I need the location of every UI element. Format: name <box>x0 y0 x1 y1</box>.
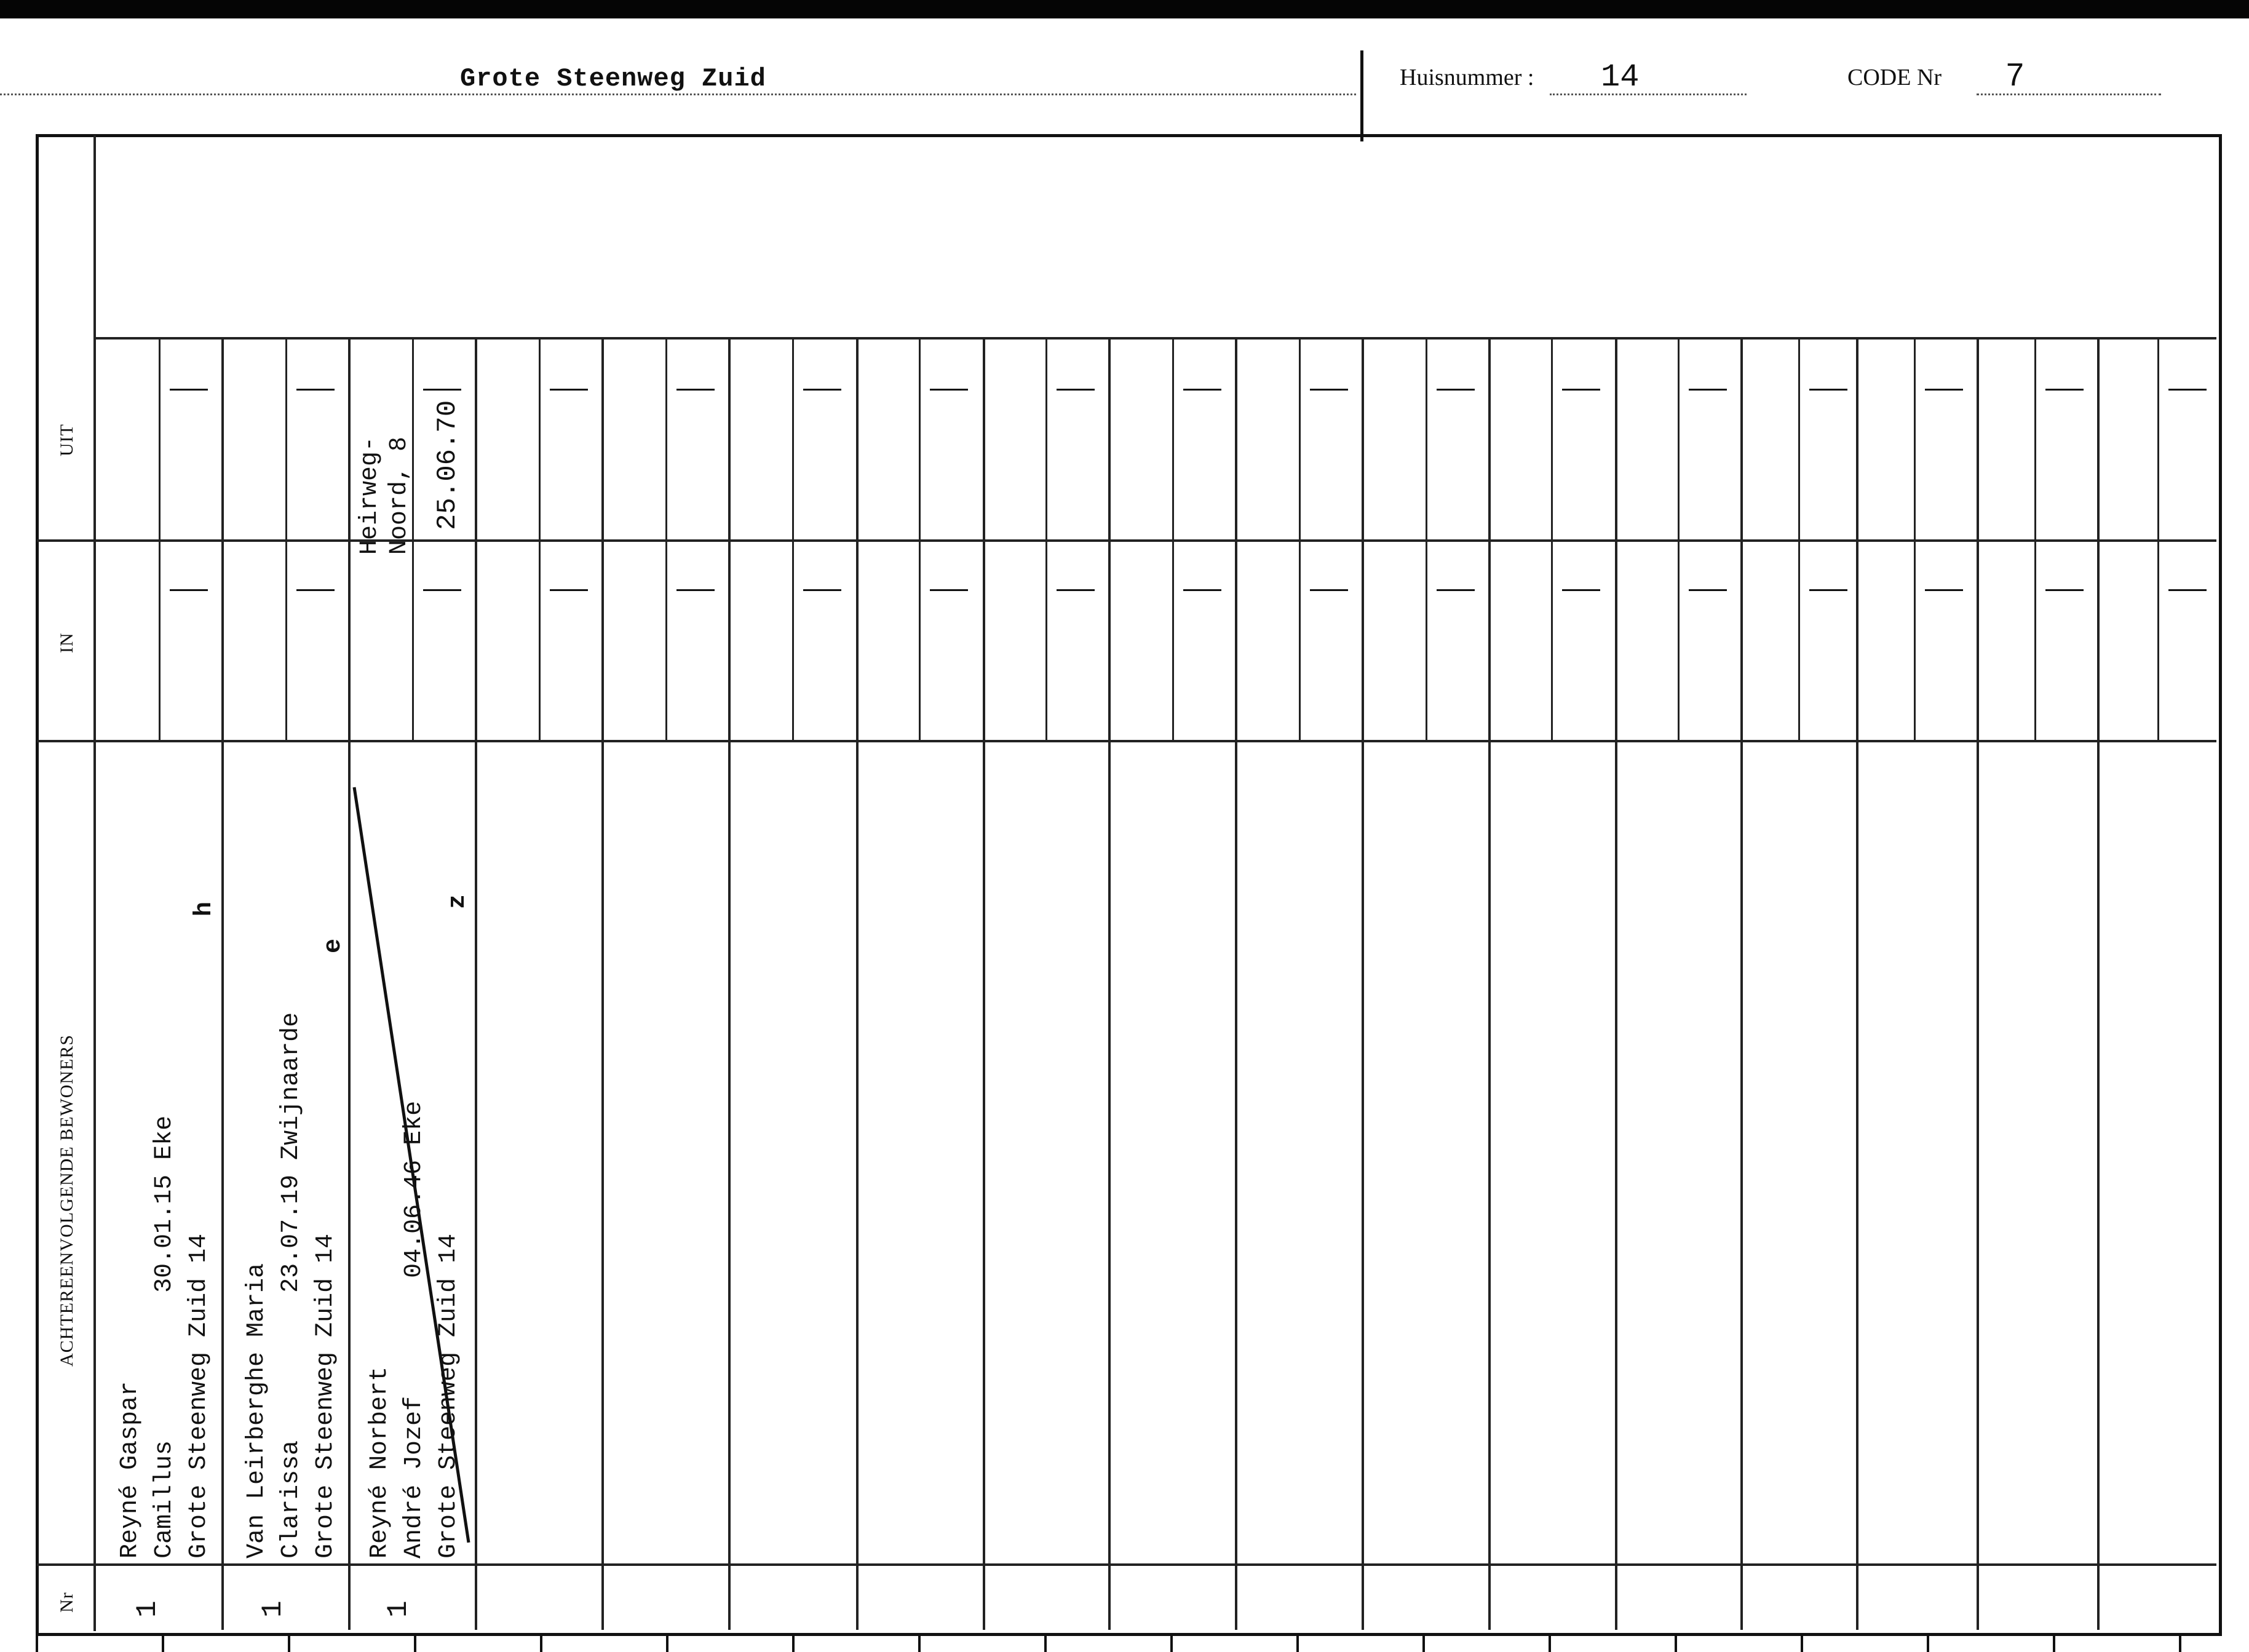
bottom-tick <box>1296 1634 1299 1652</box>
sub-column-divider <box>665 338 667 741</box>
column-divider <box>1488 338 1491 1630</box>
uit-label: UIT <box>57 424 77 456</box>
empty-dash <box>2168 389 2207 391</box>
empty-dash <box>2045 389 2084 391</box>
bottom-tick <box>540 1634 542 1652</box>
bottom-tick <box>918 1634 921 1652</box>
resident-2-name: Van Leirberghe Maria <box>243 1263 271 1559</box>
empty-dash <box>1689 389 1727 391</box>
nr-label: Nr <box>57 1592 77 1613</box>
column-divider <box>1977 338 1979 1630</box>
empty-dash <box>1925 389 1963 391</box>
bottom-tick <box>288 1634 290 1652</box>
column-divider <box>1856 338 1858 1630</box>
empty-dash <box>1809 389 1847 391</box>
empty-dash <box>170 589 208 591</box>
sub-column-divider <box>2034 338 2036 741</box>
resident-1-mark: h <box>191 901 218 916</box>
huisnummer-dotted-line <box>1550 93 1747 95</box>
empty-dash <box>550 389 588 391</box>
label-column-divider <box>93 135 96 1631</box>
empty-dash <box>1809 589 1847 591</box>
resident-1-nr: 1 <box>132 1600 164 1618</box>
resident-3-uit-address-2: Noord, 8 <box>386 436 413 555</box>
resident-2-mark: e <box>320 938 347 953</box>
bewoners-label: ACHTEREENVOLGENDE BEWONERS <box>57 1034 77 1367</box>
empty-dash <box>423 389 461 391</box>
empty-dash <box>803 589 841 591</box>
bottom-tick <box>1801 1634 1803 1652</box>
column-divider <box>856 338 859 1630</box>
empty-dash <box>1057 389 1095 391</box>
empty-dash <box>296 589 335 591</box>
resident-3-uit-date: 25.06.70 <box>432 400 463 530</box>
resident-2-address: Grote Steenweg Zuid 14 <box>312 1233 339 1559</box>
resident-3-name: Reyné Norbert <box>366 1366 394 1559</box>
column-divider <box>1615 338 1617 1630</box>
huisnummer-value: 14 <box>1601 59 1640 95</box>
resident-2-nr: 1 <box>257 1600 289 1618</box>
empty-dash <box>1310 589 1348 591</box>
empty-dash <box>1183 389 1221 391</box>
sub-column-divider <box>539 338 541 741</box>
column-divider <box>601 338 604 1630</box>
empty-dash <box>423 589 461 591</box>
bottom-tick <box>36 1634 38 1652</box>
sub-column-divider <box>1551 338 1553 741</box>
empty-dash <box>1562 589 1600 591</box>
empty-dash <box>930 389 968 391</box>
bottom-tick <box>2179 1634 2181 1652</box>
resident-3-strike-line <box>344 781 480 1550</box>
sub-column-divider <box>159 338 161 741</box>
street-dotted-line <box>0 93 1356 95</box>
empty-dash <box>296 389 335 391</box>
code-dotted-line <box>1977 93 2161 95</box>
empty-dash <box>170 389 208 391</box>
bewoners-nr-divider <box>37 1563 2216 1566</box>
resident-1-details: Camillus 30.01.15 Eke <box>151 1115 178 1559</box>
sub-column-divider <box>1045 338 1047 741</box>
sub-column-divider <box>792 338 794 741</box>
empty-dash <box>1057 589 1095 591</box>
sub-column-divider <box>1172 338 1174 741</box>
header-separator <box>1360 50 1363 141</box>
sub-column-divider <box>919 338 921 741</box>
code-label: CODE Nr <box>1847 65 1942 90</box>
column-divider <box>1362 338 1364 1630</box>
sub-column-divider <box>285 338 287 741</box>
resident-3-mark: z <box>444 894 472 909</box>
resident-3-uit-address-1: Heirweg- <box>356 436 384 555</box>
sub-column-divider <box>2157 338 2159 741</box>
resident-3-details: André Jozef 04.06.46 Eke <box>400 1100 428 1559</box>
sub-column-divider <box>1798 338 1800 741</box>
bottom-tick <box>1044 1634 1047 1652</box>
strike-line <box>354 787 469 1543</box>
column-divider <box>983 338 985 1630</box>
column-divider <box>1108 338 1111 1630</box>
resident-1-name: Reyné Gaspar <box>116 1381 144 1559</box>
column-divider <box>2097 338 2100 1630</box>
empty-dash <box>1437 389 1475 391</box>
code-value: 7 <box>2006 57 2024 93</box>
in-label: IN <box>57 632 77 653</box>
column-divider <box>728 338 731 1630</box>
huisnummer-label: Huisnummer : <box>1400 65 1534 90</box>
resident-3-nr: 1 <box>383 1600 414 1618</box>
empty-dash <box>2045 589 2084 591</box>
column-divider <box>221 338 224 1630</box>
bottom-tick <box>1422 1634 1425 1652</box>
column-divider <box>1235 338 1237 1630</box>
bottom-tick <box>1170 1634 1173 1652</box>
empty-dash <box>803 389 841 391</box>
column-divider <box>1740 338 1743 1630</box>
empty-dash <box>1925 589 1963 591</box>
bottom-tick <box>162 1634 164 1652</box>
empty-dash <box>1689 589 1727 591</box>
sub-column-divider <box>1299 338 1301 741</box>
bottom-tick <box>1549 1634 1551 1652</box>
resident-3-address: Grote Steenweg Zuid 14 <box>435 1233 462 1559</box>
bottom-tick <box>666 1634 668 1652</box>
empty-dash <box>2168 589 2207 591</box>
bottom-tick <box>2053 1634 2055 1652</box>
scan-top-border <box>0 0 2249 18</box>
bottom-tick <box>792 1634 795 1652</box>
sub-column-divider <box>1426 338 1427 741</box>
bottom-tick <box>414 1634 416 1652</box>
bottom-tick <box>1927 1634 1929 1652</box>
in-bewoners-divider <box>37 740 2216 742</box>
empty-dash <box>1183 589 1221 591</box>
resident-1-address: Grote Steenweg Zuid 14 <box>185 1233 213 1559</box>
street-name: Grote Steenweg Zuid <box>460 64 766 93</box>
empty-dash <box>676 589 715 591</box>
resident-2-details: Clarissa 23.07.19 Zwijnaarde <box>277 1012 305 1559</box>
empty-dash <box>676 389 715 391</box>
sub-column-divider <box>1678 338 1680 741</box>
bottom-tick <box>1675 1634 1677 1652</box>
empty-dash <box>550 589 588 591</box>
empty-dash <box>1437 589 1475 591</box>
empty-dash <box>1562 389 1600 391</box>
sub-column-divider <box>1914 338 1916 741</box>
empty-dash <box>1310 389 1348 391</box>
empty-dash <box>930 589 968 591</box>
